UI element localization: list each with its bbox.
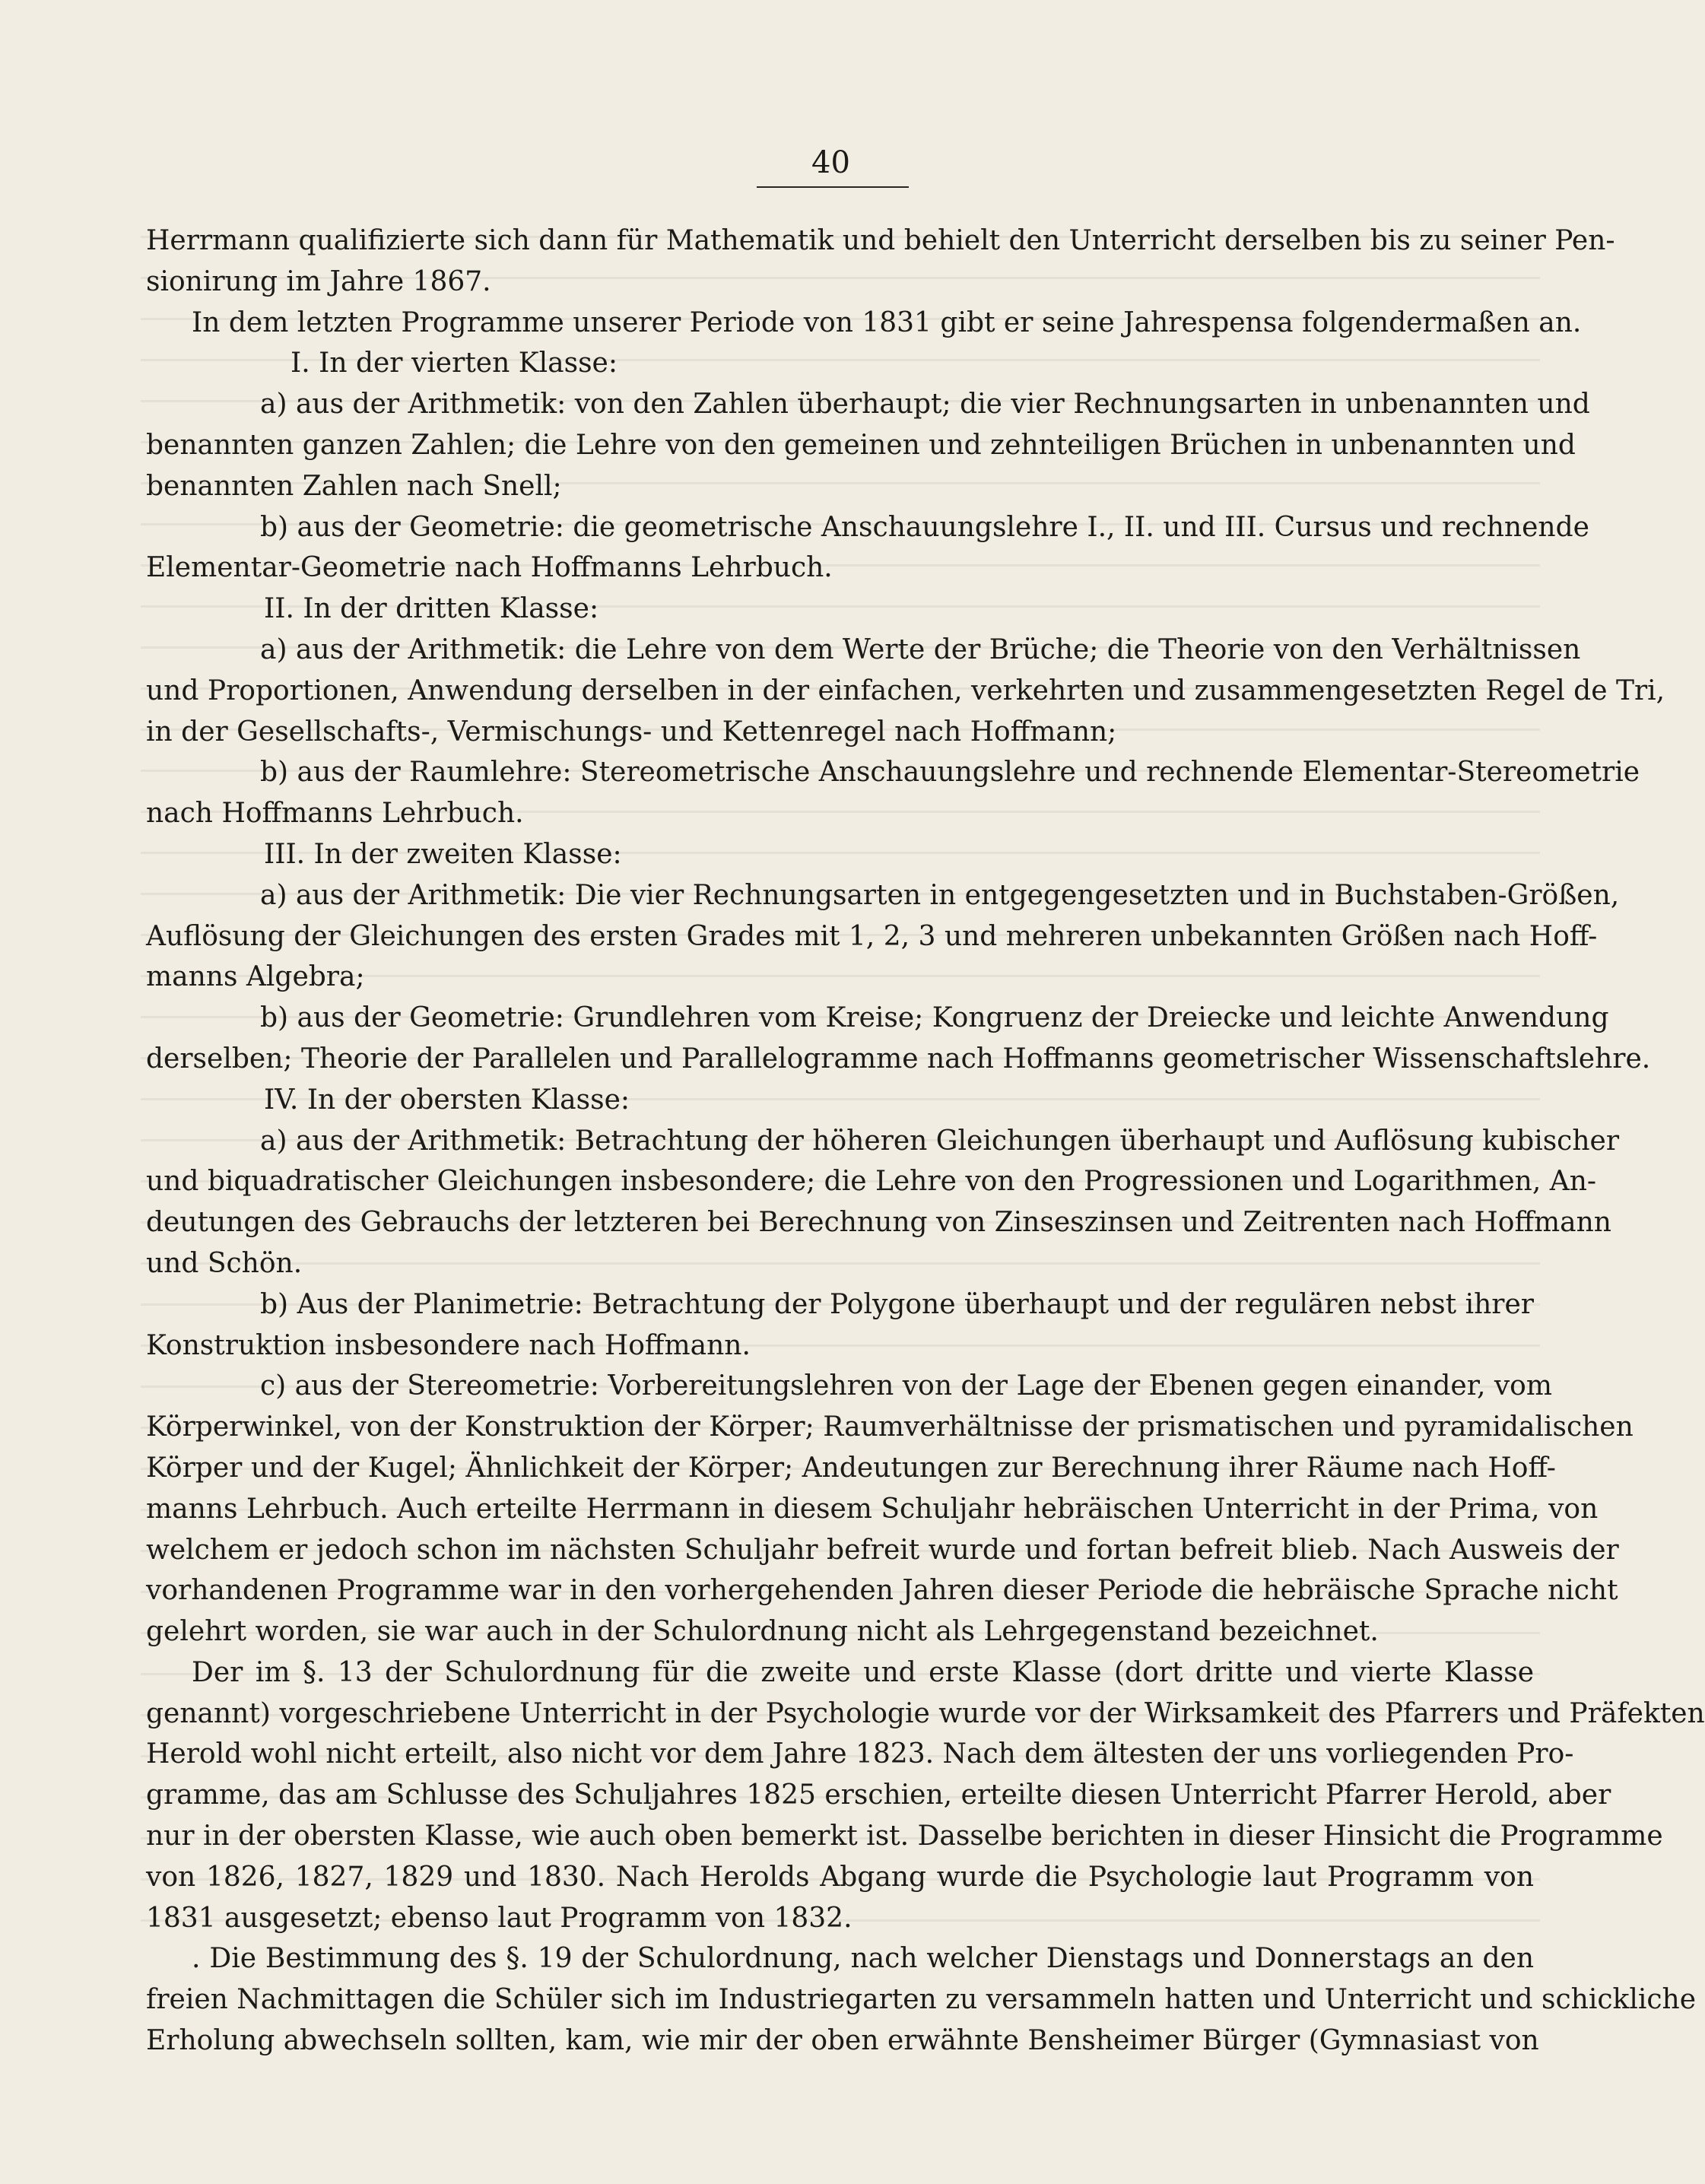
text-line: manns Lehrbuch. Auch erteilte Herrmann in diesem Schuljahr hebräischen Unterricht in der Prima, von xyxy=(146,1493,1599,1525)
text-line: nur in der obersten Klasse, wie auch oben bemerkt ist. Dasselbe berichten in dieser Hinsicht die Programme xyxy=(146,1821,1663,1852)
text-line: deutungen des Gebrauchs der letzteren bei Berechnung von Zinseszinsen und Zeitrenten nach Hoffmann xyxy=(146,1207,1611,1239)
text-line: sionirung im Jahre 1867. xyxy=(146,265,491,297)
text-line: b) aus der Geometrie: die geometrische Anschauungslehre I., II. und III. Cursus und rechnende xyxy=(260,511,1589,543)
text-line: III. In der zweiten Klasse: xyxy=(264,838,622,870)
text-line: Konstruktion insbesondere nach Hoffmann. xyxy=(146,1329,751,1361)
text-line: 1831 ausgesetzt; ebenso laut Programm von 1832. xyxy=(146,1902,852,1934)
text-line: In dem letzten Programme unserer Periode von 1831 gibt er seine Jahrespensa folgendermaßen an. xyxy=(192,306,1582,338)
text-line: gramme, das am Schlusse des Schuljahres 1825 erschien, erteilte diesen Unterricht Pfarrer Herold, aber xyxy=(146,1779,1611,1811)
text-line: IV. In der obersten Klasse: xyxy=(264,1084,630,1116)
text-line: II. In der dritten Klasse: xyxy=(264,593,599,625)
text-line: und Schön. xyxy=(146,1247,303,1279)
text-line: Herrmann qualifizierte sich dann für Mathematik und behielt den Unterricht derselben bis zu seiner Pen- xyxy=(146,225,1615,256)
text-line: b) Aus der Planimetrie: Betrachtung der Polygone überhaupt und der regulären nebst ihrer xyxy=(260,1288,1534,1320)
text-line: und Proportionen, Anwendung derselben in der einfachen, verkehrten und zusammengesetzten Regel de Tri, xyxy=(146,675,1665,706)
text-line: b) aus der Geometrie: Grundlehren vom Kreise; Kongruenz der Dreiecke und leichte Anwendung xyxy=(260,1002,1609,1034)
text-line: nach Hoffmanns Lehrbuch. xyxy=(146,798,524,830)
page-number-rule xyxy=(757,186,909,188)
text-line: c) aus der Stereometrie: Vorbereitungslehren von der Lage der Ebenen gegen einander, vom xyxy=(260,1370,1552,1402)
text-line: a) aus der Arithmetik: Die vier Rechnungsarten in entgegengesetzten und in Buchstaben-Größen, xyxy=(260,879,1620,911)
text-line: benannten ganzen Zahlen; die Lehre von den gemeinen und zehnteiligen Brüchen in unbenannten und xyxy=(146,429,1576,461)
text-line: I. In der vierten Klasse: xyxy=(291,348,618,379)
text-line: Elementar-Geometrie nach Hoffmanns Lehrbuch. xyxy=(146,552,833,584)
body-text xyxy=(146,221,1705,2062)
text-line: gelehrt worden, sie war auch in der Schulordnung nicht als Lehrgegenstand bezeichnet. xyxy=(146,1616,1379,1648)
text-line: von 1826, 1827, 1829 und 1830. Nach Herolds Abgang wurde die Psychologie laut Programm von xyxy=(146,1861,1534,1893)
text-line: Körperwinkel, von der Konstruktion der Körper; Raumverhältnisse der prismatischen und pyramidalischen xyxy=(146,1411,1634,1443)
text-line: Auflösung der Gleichungen des ersten Grades mit 1, 2, 3 und mehreren unbekannten Größen nach Hoff- xyxy=(146,920,1598,952)
text-line: in der Gesellschafts-, Vermischungs- und Kettenregel nach Hoffmann; xyxy=(146,716,1117,748)
text-line: Herold wohl nicht erteilt, also nicht vor dem Jahre 1823. Nach dem ältesten der uns vorliegenden Pro- xyxy=(146,1738,1574,1770)
text-line: a) aus der Arithmetik: von den Zahlen überhaupt; die vier Rechnungsarten in unbenannten und xyxy=(260,389,1590,421)
text-line: Erholung abwechseln sollten, kam, wie mir der oben erwähnte Bensheimer Bürger (Gymnasiast von xyxy=(146,2025,1539,2057)
text-line: benannten Zahlen nach Snell; xyxy=(146,470,562,502)
text-line: manns Algebra; xyxy=(146,961,365,993)
text-line: b) aus der Raumlehre: Stereometrische Anschauungslehre und rechnende Elementar-Stereometrie xyxy=(260,757,1640,789)
text-line: Der im §. 13 der Schulordnung für die zweite und erste Klasse (dort dritte und vierte Klasse xyxy=(192,1656,1534,1688)
text-line: a) aus der Arithmetik: Betrachtung der höheren Gleichungen überhaupt und Auflösung kubischer xyxy=(260,1125,1620,1157)
text-line: freien Nachmittagen die Schüler sich im Industriegarten zu versammeln hatten und Unterricht und schickliche xyxy=(146,1984,1697,2016)
text-line: vorhandenen Programme war in den vorhergehenden Jahren dieser Periode die hebräische Sprache nicht xyxy=(146,1575,1618,1607)
text-line: Körper und der Kugel; Ähnlichkeit der Körper; Andeutungen zur Berechnung ihrer Räume nach Hoff- xyxy=(146,1452,1556,1484)
page-number: 40 xyxy=(811,145,850,180)
text-line: und biquadratischer Gleichungen insbesondere; die Lehre von den Progressionen und Logarithmen, An- xyxy=(146,1166,1597,1198)
text-line: welchem er jedoch schon im nächsten Schuljahr befreit wurde und fortan befreit blieb. Nach Ausweis der xyxy=(146,1534,1619,1566)
text-line: a) aus der Arithmetik: die Lehre von dem Werte der Brüche; die Theorie von den Verhältnissen xyxy=(260,633,1581,665)
text-line: . Die Bestimmung des §. 19 der Schulordnung, nach welcher Dienstags und Donnerstags an den xyxy=(192,1943,1534,1975)
text-line: derselben; Theorie der Parallelen und Parallelogramme nach Hoffmanns geometrischer Wissenschaftslehre. xyxy=(146,1043,1651,1075)
text-line: genannt) vorgeschriebene Unterricht in der Psychologie wurde vor der Wirksamkeit des Pfarrers und Präfekten xyxy=(146,1697,1705,1729)
